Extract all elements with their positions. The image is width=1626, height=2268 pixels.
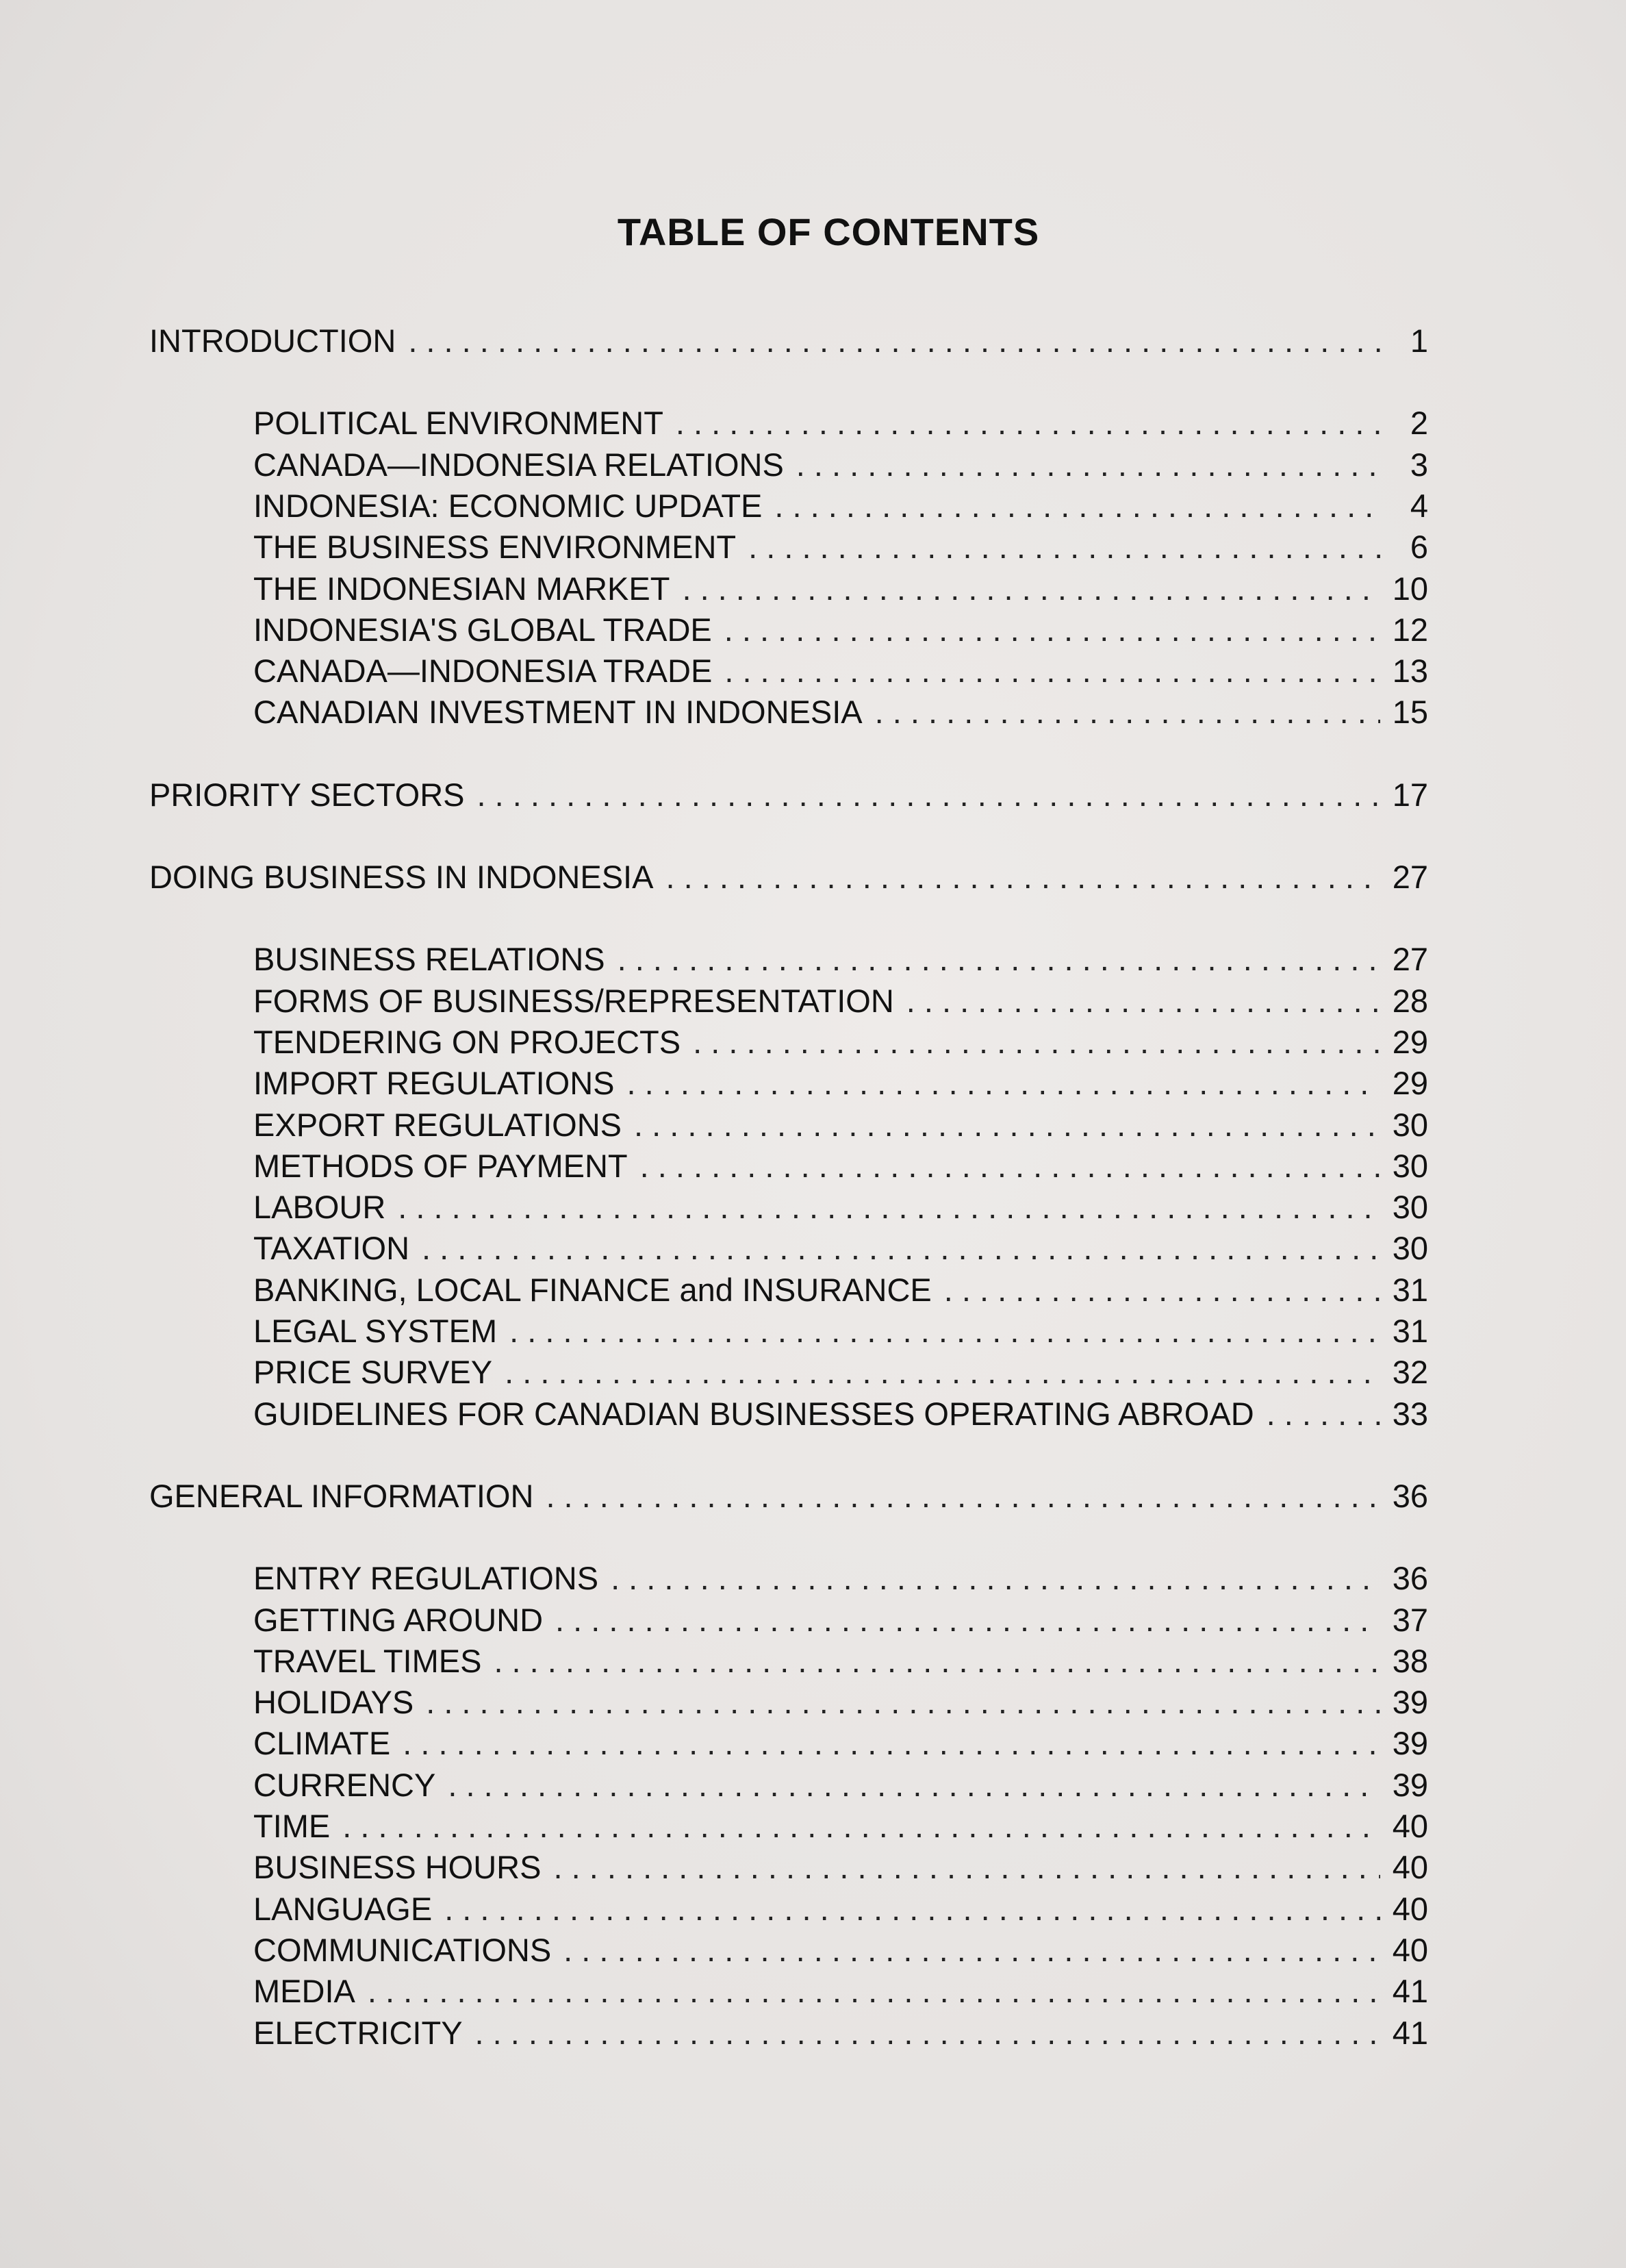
toc-entry (253, 1930, 1428, 1971)
toc-entry (253, 1723, 1428, 1764)
toc-page-number: 10 (1392, 570, 1428, 607)
dot-leader (555, 1600, 1380, 1641)
toc-entry-label: DOING BUSINESS IN INDONESIA (149, 859, 654, 895)
toc-page-number: 28 (1392, 982, 1428, 1019)
toc-entry (253, 1682, 1428, 1723)
toc-entry (253, 651, 1428, 692)
dot-leader (724, 651, 1380, 692)
dot-leader (368, 1971, 1380, 2012)
toc-entry (253, 1311, 1428, 1352)
toc-entry (253, 403, 1428, 444)
toc-entry-label: INTRODUCTION (149, 323, 396, 359)
toc-page-number: 38 (1392, 1642, 1428, 1679)
toc-entry (253, 1187, 1428, 1228)
toc-entry (253, 1806, 1428, 1847)
toc-entry-label: THE BUSINESS ENVIRONMENT (253, 529, 737, 566)
dot-leader (426, 1682, 1380, 1723)
toc-page-number: 36 (1392, 1477, 1428, 1514)
toc-page-number: 31 (1392, 1313, 1428, 1349)
toc-entry-label: TRAVEL TIMES (253, 1642, 482, 1679)
toc-entry (253, 568, 1428, 609)
toc-page-number: 13 (1392, 653, 1428, 690)
toc-entry (253, 1022, 1428, 1063)
toc-page-number: 41 (1392, 1973, 1428, 2010)
toc-entry-label: TAXATION (253, 1230, 410, 1267)
dot-leader (398, 1187, 1380, 1228)
toc-entry (253, 1889, 1428, 1930)
toc-entry (253, 527, 1428, 568)
dot-leader (640, 1146, 1380, 1187)
toc-entry-label: BUSINESS HOURS (253, 1849, 542, 1886)
toc-entry-label: EXPORT REGULATIONS (253, 1106, 622, 1143)
toc-entry (253, 1063, 1428, 1104)
toc-entry (253, 1641, 1428, 1682)
toc-section-entry (149, 1476, 1428, 1517)
dot-leader (475, 2013, 1380, 2054)
toc-section-entry (149, 857, 1428, 898)
toc-page-number: 37 (1392, 1601, 1428, 1638)
toc-page-number: 40 (1392, 1849, 1428, 1886)
toc-page-number: 32 (1392, 1354, 1428, 1391)
dot-leader (634, 1105, 1380, 1146)
toc-entry-label: INDONESIA'S GLOBAL TRADE (253, 611, 712, 648)
toc-entry-label: LANGUAGE (253, 1890, 433, 1927)
dot-leader (774, 486, 1380, 527)
toc-page-number: 17 (1392, 776, 1428, 813)
dot-leader (611, 1558, 1380, 1599)
toc-page-number: 27 (1392, 859, 1428, 895)
toc-entry-label: METHODS OF PAYMENT (253, 1147, 628, 1184)
toc-page-number: 40 (1392, 1890, 1428, 1927)
dot-leader (875, 692, 1380, 733)
toc-entry (253, 2013, 1428, 2054)
dot-leader (342, 1806, 1380, 1847)
toc-page-number: 39 (1392, 1684, 1428, 1721)
dot-leader (408, 320, 1380, 362)
toc-section-entry (149, 774, 1428, 816)
toc-entry-label: BANKING, LOCAL FINANCE and INSURANCE (253, 1271, 932, 1308)
toc-entry (253, 1105, 1428, 1146)
dot-leader (724, 609, 1380, 651)
dot-leader (627, 1063, 1380, 1104)
toc-page-number: 40 (1392, 1808, 1428, 1844)
dot-leader (906, 981, 1380, 1022)
dot-leader (477, 774, 1380, 816)
dot-leader (553, 1847, 1380, 1888)
toc-page-number: 15 (1392, 694, 1428, 731)
toc-entry-label: GUIDELINES FOR CANADIAN BUSINESSES OPERATING ABROAD (253, 1395, 1254, 1432)
toc-page-number: 30 (1392, 1189, 1428, 1226)
toc-entry-label: ELECTRICITY (253, 2014, 463, 2051)
toc-page-number: 1 (1410, 323, 1428, 359)
toc-entry (253, 444, 1428, 486)
toc-entry-label: CLIMATE (253, 1725, 391, 1762)
dot-leader (748, 527, 1380, 568)
dot-leader (618, 939, 1380, 980)
toc-entry-label: POLITICAL ENVIRONMENT (253, 405, 663, 442)
toc-page-number: 2 (1410, 405, 1428, 442)
toc-page-number: 41 (1392, 2014, 1428, 2051)
toc-page-number: 29 (1392, 1023, 1428, 1060)
toc-entry-label: IMPORT REGULATIONS (253, 1065, 615, 1102)
toc-entry (253, 1765, 1428, 1806)
toc-entry-label: GENERAL INFORMATION (149, 1477, 534, 1514)
dot-leader (563, 1930, 1380, 1971)
toc-page-number: 30 (1392, 1106, 1428, 1143)
dot-leader (546, 1476, 1380, 1517)
toc-page-number: 6 (1410, 529, 1428, 566)
toc-entry-label: PRIORITY SECTORS (149, 776, 465, 813)
toc-entry (253, 1600, 1428, 1641)
toc-entry (253, 1394, 1428, 1435)
toc-page-number: 36 (1392, 1560, 1428, 1597)
toc-entry-label: CANADA—INDONESIA RELATIONS (253, 446, 784, 483)
toc-entry (253, 1352, 1428, 1393)
toc-entry-label: COMMUNICATIONS (253, 1931, 552, 1968)
dot-leader (796, 444, 1380, 486)
toc-entry-label: LEGAL SYSTEM (253, 1313, 498, 1349)
dot-leader (403, 1723, 1380, 1764)
toc-entry-label: TIME (253, 1808, 331, 1844)
toc-entry-label: CANADIAN INVESTMENT IN INDONESIA (253, 694, 863, 731)
toc-page-number: 12 (1392, 611, 1428, 648)
toc-page-number: 27 (1392, 941, 1428, 978)
toc-entry (253, 609, 1428, 651)
dot-leader (448, 1765, 1380, 1806)
toc-section-entry (149, 320, 1428, 362)
toc-entry (253, 486, 1428, 527)
toc-entry-label: ENTRY REGULATIONS (253, 1560, 599, 1597)
toc-entry-label: FORMS OF BUSINESS/REPRESENTATION (253, 982, 894, 1019)
toc-entry-label: PRICE SURVEY (253, 1354, 493, 1391)
toc-entry (253, 1847, 1428, 1888)
toc-entry (253, 939, 1428, 980)
dot-leader (676, 403, 1380, 444)
toc-page-number: 40 (1392, 1931, 1428, 1968)
toc-page-number: 30 (1392, 1147, 1428, 1184)
toc-entry-label: BUSINESS RELATIONS (253, 941, 605, 978)
toc-entry-label: CURRENCY (253, 1766, 436, 1803)
toc-entry-label: TENDERING ON PROJECTS (253, 1023, 681, 1060)
toc-entry-label: GETTING AROUND (253, 1601, 544, 1638)
toc-entry-label: CANADA—INDONESIA TRADE (253, 653, 713, 690)
toc-entry-label: HOLIDAYS (253, 1684, 414, 1721)
dot-leader (422, 1228, 1380, 1269)
toc-page-number: 3 (1410, 446, 1428, 483)
toc-page-number: 39 (1392, 1725, 1428, 1762)
dot-leader (494, 1641, 1380, 1682)
dot-leader (665, 857, 1380, 898)
toc-page-number: 31 (1392, 1271, 1428, 1308)
toc-entry (253, 981, 1428, 1022)
toc-entry (253, 1146, 1428, 1187)
toc-entry (253, 692, 1428, 733)
toc-entry (253, 1971, 1428, 2012)
dot-leader (944, 1270, 1380, 1311)
toc-page-number: 29 (1392, 1065, 1428, 1102)
toc-page-number: 30 (1392, 1230, 1428, 1267)
toc-page-number: 39 (1392, 1766, 1428, 1803)
toc-entry-label: LABOUR (253, 1189, 386, 1226)
dot-leader (693, 1022, 1380, 1063)
page-title: TABLE OF CONTENTS (617, 210, 1040, 253)
dot-leader (509, 1311, 1380, 1352)
dot-leader (1267, 1394, 1380, 1435)
toc-entry-label: INDONESIA: ECONOMIC UPDATE (253, 487, 763, 524)
dot-leader (444, 1889, 1380, 1930)
toc-page-number: 4 (1410, 487, 1428, 524)
toc-entry (253, 1270, 1428, 1311)
dot-leader (505, 1352, 1380, 1393)
toc-page-number: 33 (1392, 1395, 1428, 1432)
toc-entry-label: MEDIA (253, 1973, 355, 2010)
dot-leader (682, 568, 1380, 609)
toc-entry (253, 1228, 1428, 1269)
toc-entry (253, 1558, 1428, 1599)
toc-entry-label: THE INDONESIAN MARKET (253, 570, 670, 607)
